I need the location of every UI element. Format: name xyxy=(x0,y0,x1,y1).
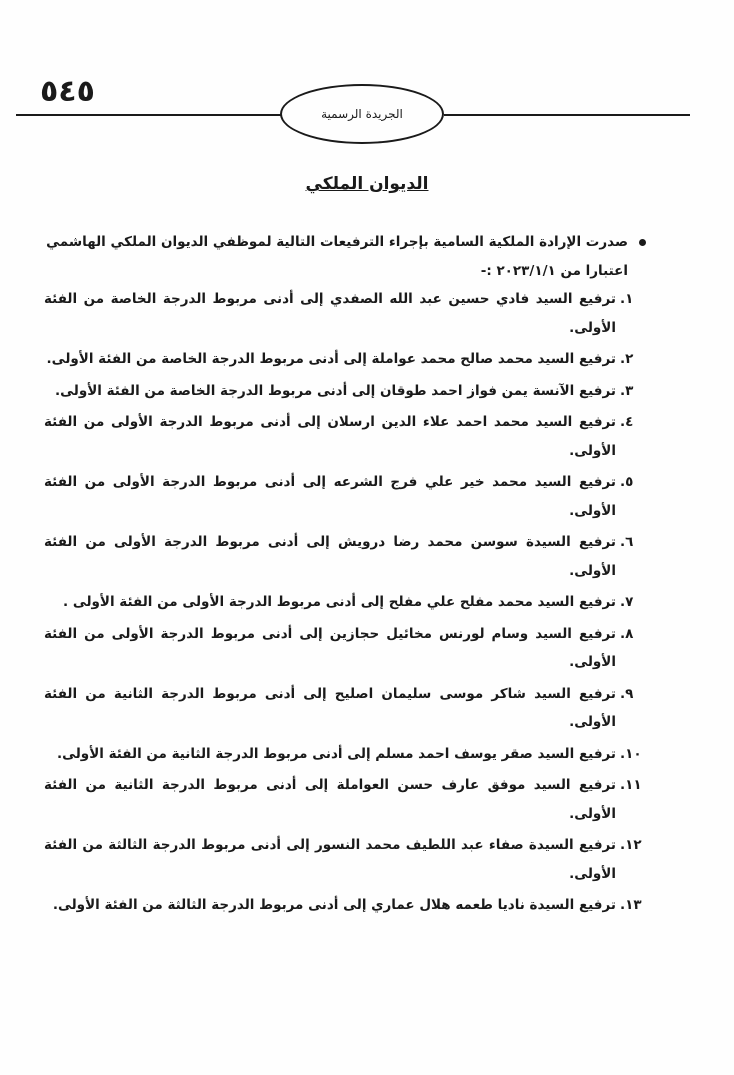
item-number: ١١. xyxy=(620,777,642,793)
item-text: ترفيع السيد محمد مفلح علي مفلح إلى أدنى مربوط الدرجة الأولى من الفئة الأولى . xyxy=(62,594,616,610)
header-rule-left xyxy=(16,114,282,116)
item-number: ١٣. xyxy=(620,897,642,913)
item-number: ٧. xyxy=(620,594,634,610)
item-text: ترفيع السيدة صفاء عبد اللطيف محمد النسور إلى أدنى مربوط الدرجة الثالثة من الفئة الأولى. xyxy=(44,837,616,882)
list-item xyxy=(40,468,660,525)
item-number: ٦. xyxy=(620,534,634,550)
list-item xyxy=(40,528,660,585)
list-item xyxy=(40,891,660,920)
intro-paragraph xyxy=(40,228,660,285)
publication-title: الجريدة الرسمية xyxy=(321,107,403,121)
item-text: ترفيع الآنسة يمن فواز احمد طوقان إلى أدنى مربوط الدرجة الخاصة من الفئة الأولى. xyxy=(54,382,616,399)
item-text: ترفيع السيد موفق عارف حسن العواملة إلى أدنى مربوط الدرجة الثانية من الفئة الأولى. xyxy=(44,777,616,822)
item-text: ترفيع السيد صقر يوسف احمد مسلم إلى أدنى مربوط الدرجة الثانية من الفئة الأولى. xyxy=(56,745,616,762)
item-number: ٢. xyxy=(620,351,634,367)
item-number: ١٢. xyxy=(620,837,642,853)
header-rule-right xyxy=(444,114,690,116)
list-item xyxy=(40,831,660,888)
list-item xyxy=(40,680,660,737)
document-body xyxy=(40,228,660,923)
item-number: ١٠. xyxy=(620,745,642,762)
masthead-oval xyxy=(280,84,444,144)
section-title: الديوان الملكي xyxy=(305,174,429,194)
item-text: ترفيع السيد فادي حسين عبد الله الصفدي إلى أدنى مربوط الدرجة الخاصة من الفئة الأولى. xyxy=(44,291,616,336)
item-text: ترفيع السيد وسام لورنس مخائيل حجازين إلى أدنى مربوط الدرجة الأولى من الفئة الأولى. xyxy=(44,625,616,670)
item-number: ٥. xyxy=(620,474,634,490)
intro-text: صدرت الإرادة الملكية السامية بإجراء الترفيعات التالية لموظفي الديوان الملكي الهاشمي اعتبارا من ٢٠٢٣/١/١ :- xyxy=(46,234,628,279)
promotions-list xyxy=(40,285,660,920)
list-item xyxy=(40,620,660,677)
item-text: ترفيع السيد شاكر موسى سليمان اصليح إلى أدنى مربوط الدرجة الثانية من الفئة الأولى. xyxy=(44,685,616,730)
item-number: ٨. xyxy=(620,625,634,642)
item-text: ترفيع السيد محمد خير علي فرج الشرعه إلى أدنى مربوط الدرجة الأولى من الفئة الأولى. xyxy=(44,474,616,519)
list-item xyxy=(40,345,660,374)
page-number: ٥٤٥ xyxy=(40,74,95,109)
item-number: ١. xyxy=(620,291,634,307)
list-item xyxy=(40,377,660,406)
list-item xyxy=(40,408,660,465)
item-text: ترفيع السيد محمد احمد علاء الدين ارسلان إلى أدنى مربوط الدرجة الأولى من الفئة الأولى. xyxy=(44,414,616,459)
item-number: ٩. xyxy=(620,685,634,702)
list-item xyxy=(40,740,660,769)
list-item xyxy=(40,285,660,342)
list-item xyxy=(40,588,660,617)
item-number: ٣. xyxy=(620,382,634,399)
item-number: ٤. xyxy=(620,414,634,430)
list-item xyxy=(40,771,660,828)
item-text: ترفيع السيد محمد صالح محمد عواملة إلى أدنى مربوط الدرجة الخاصة من الفئة الأولى. xyxy=(46,351,616,367)
item-text: ترفيع السيدة ناديا طعمه هلال عماري إلى أدنى مربوط الدرجة الثالثة من الفئة الأولى. xyxy=(52,897,616,913)
bullet-icon xyxy=(639,239,646,246)
item-text: ترفيع السيدة سوسن محمد رضا درويش إلى أدنى مربوط الدرجة الأولى من الفئة الأولى. xyxy=(44,534,616,579)
